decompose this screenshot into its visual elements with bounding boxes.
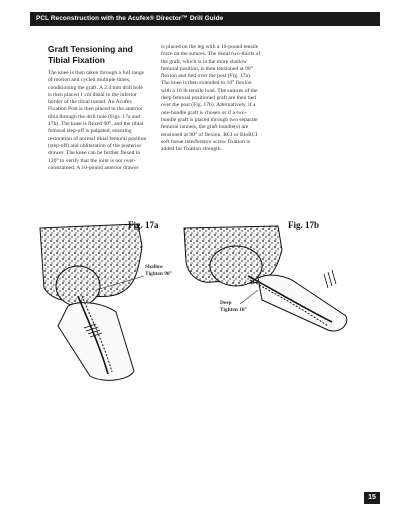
body-paragraph-left: The knee is then taken through a full range of motion and cycled multiple times, conditioning the graft. A 2.4 mm drill hole is then placed 1 cm distal to the inferior border of the tibial tunnel. An Acufex Fixation Post is then placed in the anterior tibia through the drill hole (Figs. 17a and 17b). The knee is flexed 90°, and the tibial femoral step-off is palpated, ensuring restoration of normal tibial femoral position (step-off) and obliteration of the posterior drawer. The knee can be further flexed to 120° to verify that the joint is not over-constrained. A 10-pound anterior drawer [48,70,147,171]
annotation-deep [220,300,247,313]
annotation-line: Shallow [145,264,164,270]
knee-illustration-10-flexion [178,216,358,386]
figure-label: Fig. 17a [128,220,159,230]
body-paragraph-right: is placed on the leg with a 10-pound tensile force on the sutures. The distal two-thirds of the graft, which is in the more shallow femoral position, is then tensioned at 90° flexion and tied over the post (Fig. 17a). The knee is then extended to 10° flexion with a 10 lb tensile load. The sutures of the deep femoral positioned graft are then tied over the post (Fig. 17b). Alternatively, if a one-bundle graft is chosen or if a two-bundle graft is placed through two separate femoral tunnels, the graft bundle(s) are tensioned at 90° of flexion. RCI or BioRCI soft tissue interference screw fixation is added for fixation strength. [161,44,261,153]
figure-label: Fig. 17b [288,220,320,230]
annotation-line: Tighten 10° [220,306,247,313]
figure-17a [38,216,188,386]
annotation-line: Deep [220,300,232,306]
page-number: 15 [364,492,380,504]
annotation-line: Tighten 90° [145,270,172,277]
knee-illustration-90-flexion [38,216,188,386]
section-title: Graft Tensioning and Tibial Fixation [48,44,133,65]
right-column [161,44,261,153]
figure-17b [178,216,358,386]
running-header: PCL Reconstruction with the Acufex® Director™ Drill Guide [30,12,380,26]
annotation-shallow [145,264,172,277]
left-column [48,44,148,172]
